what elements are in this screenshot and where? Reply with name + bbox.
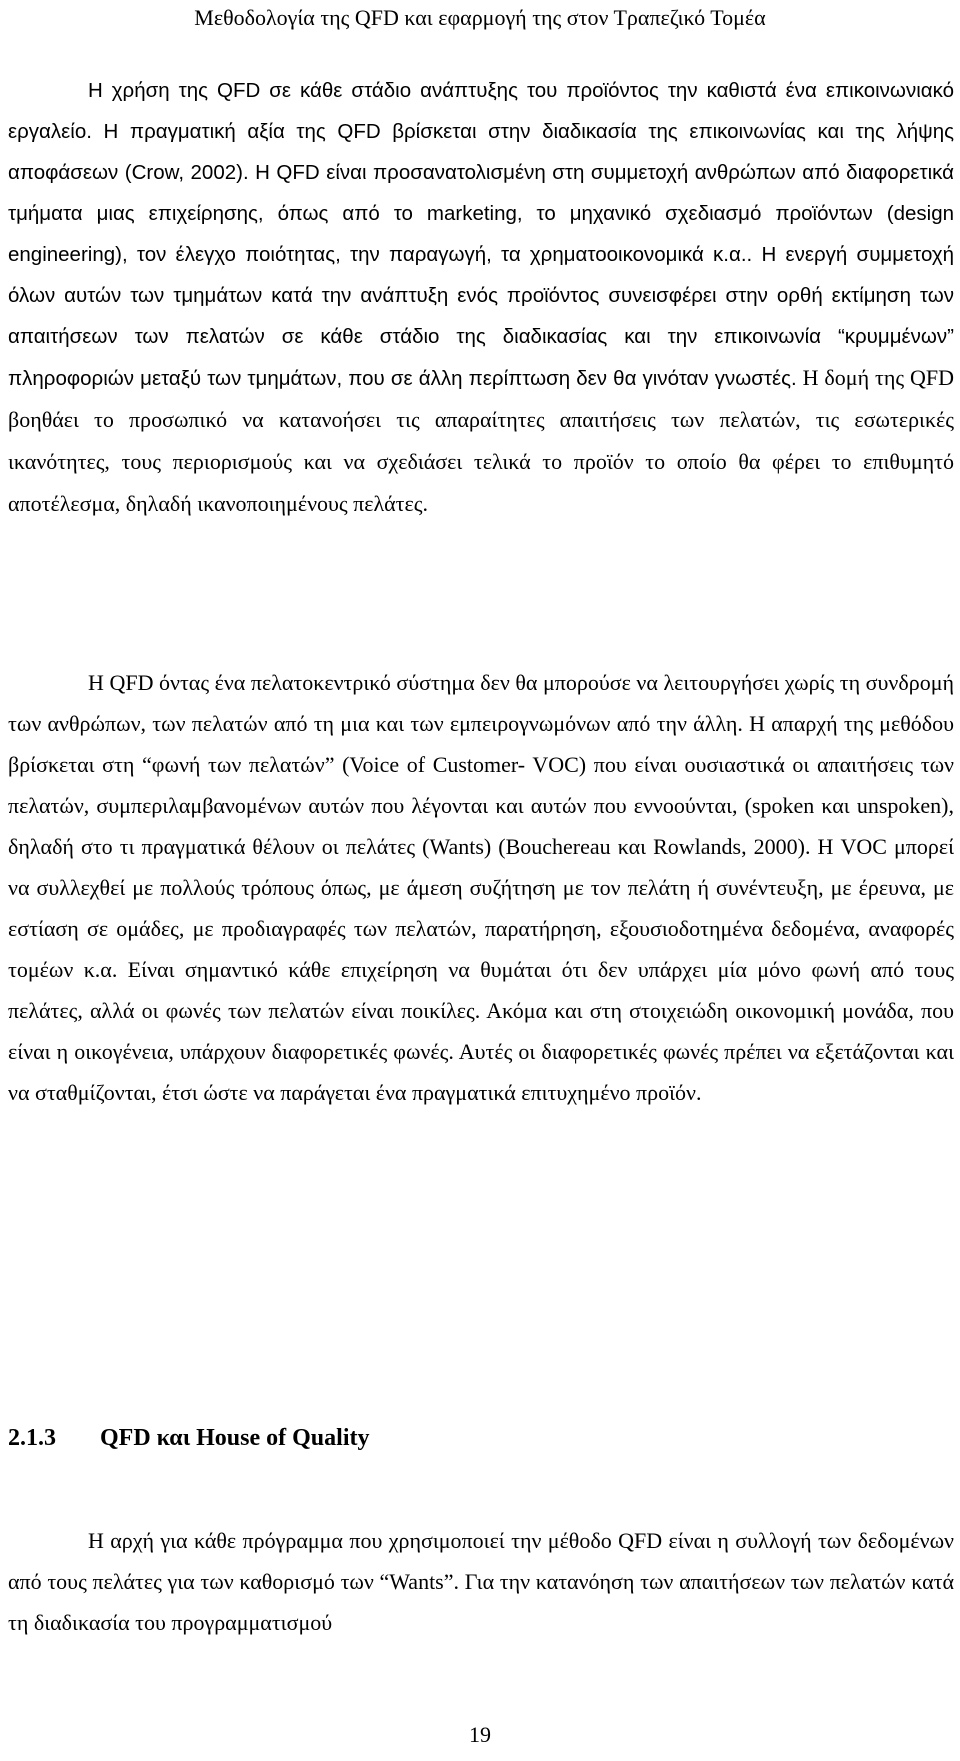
- paragraph-voice-of-customer: Η QFD όντας ένα πελατοκεντρικό σύστημα δεν θα μπορούσε να λειτουργήσει χωρίς τη συνδρομή των ανθρώπων, των πελατών από τη μια και των εμπειρογνωμόνων από την άλλη. Η απαρχή της μεθόδου βρίσκεται στη “φωνή των πελατών” (Voice of Customer- VOC) που είναι ουσιαστικά οι απαιτήσεις των πελατών, συμπεριλαμβανομένων αυτών που λέγονται και αυτών που εννοούνται, (spoken και unspoken), δηλαδή στο τι πραγματικά θέλουν οι πελάτες (Wants) (Bouchereau και Rowlands, 2000). Η VOC μπορεί να συλλεχθεί με πολλούς τρόπους όπως, με άμεση συζήτηση με τον πελάτη ή συνέντευξη, με έρευνα, με εστίαση σε ομάδες, με προδιαγραφές των πελατών, παρατήρηση, εξουσιοδοτημένα δεδομένα, αναφορές τομέων κ.α. Είναι σημαντικό κάθε επιχείρηση να θυμάται ότι δεν υπάρχει μία μόνο φωνή από τους πελάτες, αλλά οι φωνές των πελατών είναι ποικίλες. Ακόμα και στη στοιχειώδη οικονομική μονάδα, που είναι η οικογένεια, υπάρχουν διαφορετικές φωνές. Αυτές οι διαφορετικές φωνές πρέπει να εξετάζονται και να σταθμίζονται, έτσι ώστε να παράγεται ένα πραγματικά επιτυχημένο προϊόν.: [8, 670, 954, 1105]
- section-heading: [8, 1422, 369, 1454]
- paragraph-text: Η χρήση της QFD σε κάθε στάδιο ανάπτυξης του προϊόντος την καθιστά ένα επικοινωνιακό εργαλείο. Η πραγματική αξία της QFD βρίσκεται στην διαδικασία της επικοινωνίας και της λήψης αποφάσεων (Crow, 2002). Η QFD είναι προσανατολισμένη στη συμμετοχή ανθρώπων από διαφορετικά τμήματα μιας επιχείρησης, όπως από το marketing, το μηχανικό σχεδιασμό προϊόντων (design engineering), τον έλεγχο ποιότητας, την παραγωγή, τα χρηματοοικονομικά κ.α.. Η ενεργή συμμετοχή όλων αυτών των τμημάτων κατά την ανάπτυξη ενός προϊόντος συνεισφέρει στην ορθή εκτίμηση των απαιτήσεων των πελατών σε κάθε στάδιο της διαδικασίας και την επικοινωνία “κρυμμένων” πληροφοριών μεταξύ των τμημάτων, που σε άλλη περίπτωση δεν θα γινόταν γνωστές.: [8, 79, 954, 390]
- section-title: QFD και House of Quality: [100, 1425, 370, 1451]
- running-header: Μεθοδολογία της QFD και εφαρμογή της στον Τραπεζικό Τομέα: [194, 5, 766, 30]
- paragraph-text-serif: Η δομή της QFD βοηθάει το προσωπικό να κατανοήσει τις απαραίτητες απαιτήσεις των πελατών, τις εσωτερικές ικανότητες, τους περιορισμούς και να σχεδιάσει τελικά το προϊόν το οποίο θα φέρει το επιθυμητό αποτέλεσμα, δηλαδή ικανοποιημένους πελάτες.: [8, 365, 955, 516]
- page-number: 19: [469, 1722, 491, 1747]
- section-number: 2.1.3: [8, 1425, 56, 1451]
- paragraph-house-of-quality: Η αρχή για κάθε πρόγραμμα που χρησιμοποιεί την μέθοδο QFD είναι η συλλογή των δεδομένων από τους πελάτες για των καθορισμό των “Wants”. Για την κατανόηση των απαιτήσεων των πελατών κατά τη διαδικασία του προγραμματισμού: [8, 1528, 954, 1635]
- paragraph-qfd-communication: [8, 70, 954, 525]
